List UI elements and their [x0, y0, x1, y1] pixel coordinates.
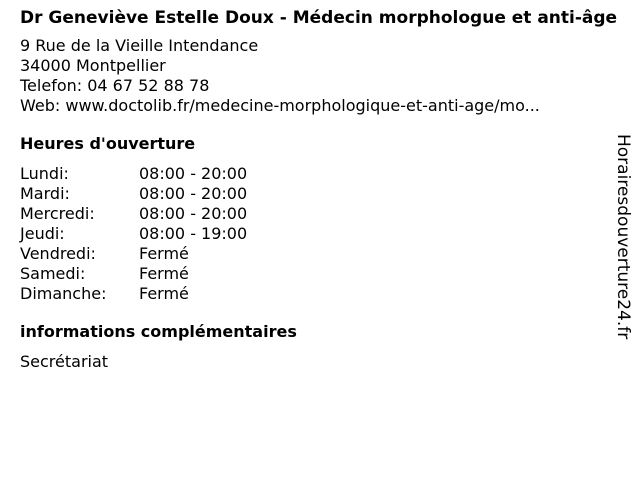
hours-time: 08:00 - 20:00	[139, 164, 248, 183]
phone-label: Telefon:	[20, 76, 83, 95]
business-listing	[20, 8, 620, 372]
hours-heading: Heures d'ouverture	[20, 134, 196, 153]
hours-time: 08:00 - 19:00	[139, 224, 248, 243]
web-line	[20, 96, 620, 116]
site-watermark: Horairesdouverture24.fr	[613, 134, 633, 340]
hours-time: 08:00 - 20:00	[139, 184, 248, 203]
hours-day: Mercredi:	[20, 204, 95, 223]
info-text: Secrétariat	[20, 352, 109, 371]
web-link[interactable]: www.doctolib.fr/medecine-morphologique-et-anti-age/mo...	[65, 96, 540, 115]
hours-day: Samedi:	[20, 264, 86, 283]
city-address: 34000 Montpellier	[20, 56, 166, 75]
street-address: 9 Rue de la Vieille Intendance	[20, 36, 259, 55]
page-title: Dr Geneviève Estelle Doux - Médecin morphologue et anti-âge	[20, 8, 618, 28]
hours-row	[20, 164, 620, 184]
hours-table	[20, 164, 620, 304]
hours-time: Fermé	[139, 244, 189, 263]
info-heading: informations complémentaires	[20, 322, 297, 341]
hours-time: Fermé	[139, 264, 189, 283]
hours-day: Vendredi:	[20, 244, 96, 263]
phone-line	[20, 76, 620, 96]
hours-day: Dimanche:	[20, 284, 107, 303]
hours-day: Lundi:	[20, 164, 69, 183]
hours-day: Mardi:	[20, 184, 70, 203]
hours-row	[20, 184, 620, 204]
hours-row	[20, 284, 620, 304]
hours-time: 08:00 - 20:00	[139, 204, 248, 223]
hours-row	[20, 224, 620, 244]
hours-row	[20, 204, 620, 224]
web-label: Web:	[20, 96, 61, 115]
hours-day: Jeudi:	[20, 224, 65, 243]
hours-time: Fermé	[139, 284, 189, 303]
hours-row	[20, 244, 620, 264]
hours-row	[20, 264, 620, 284]
address-block	[20, 36, 620, 116]
phone-number[interactable]: 04 67 52 88 78	[87, 76, 210, 95]
